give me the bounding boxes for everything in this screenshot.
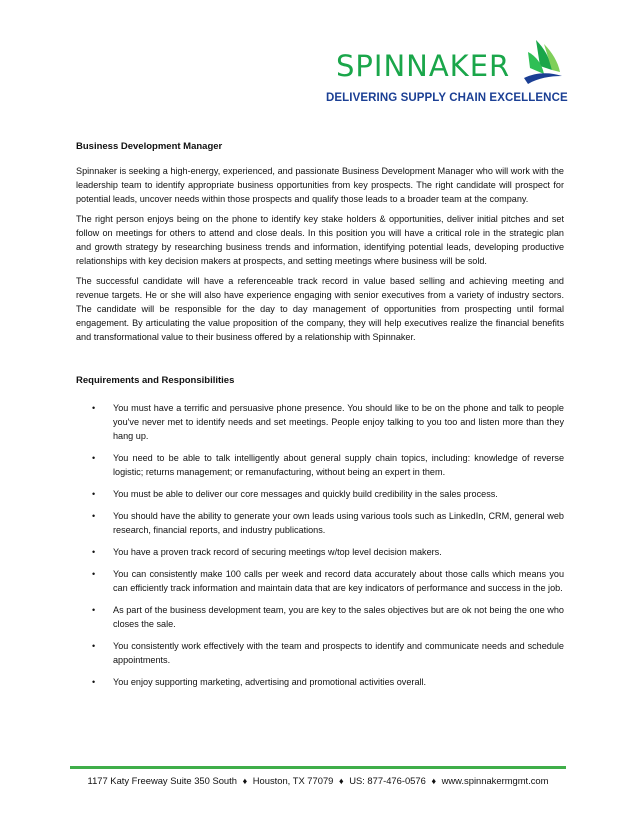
list-item: • You need to be able to talk intelligently about general supply chain topics, including: knowledge of reverse logistic; returns management; or remanufacturing, without being an expert in them. bbox=[92, 453, 564, 477]
diamond-icon: ♦ bbox=[242, 776, 248, 786]
footer-website-link[interactable]: www.spinnakermgmt.com bbox=[441, 775, 549, 786]
candidate-paragraph: The successful candidate will have a referenceable track record in value based selling and achieving meeting and revenue targets. He or she will also have experience engaging with senior executives from a variety of industry sectors. The candidate will be responsible for the day to day management of opportunities from prospecting until formal engagement. By articulating the value proposition of the company, they will help executives realize the financial benefits and transformational value to their business offered by a relationship with Spinnaker. bbox=[76, 276, 564, 342]
footer-city: Houston, TX 77079 bbox=[252, 775, 334, 786]
intro-paragraph: Spinnaker is seeking a high-energy, experienced, and passionate Business Development Manager who will work with the leadership team to identify appropriate business opportunities from key prospects. The right candidate will prospect for potential leads, uncover needs within those prospects and qualify those leads to a broader team at the company. bbox=[76, 166, 564, 204]
job-title: Business Development Manager bbox=[76, 141, 223, 152]
bullet-icon: • bbox=[92, 489, 96, 499]
logo-tagline: DELIVERING SUPPLY CHAIN EXCELLENCE bbox=[326, 92, 568, 104]
logo-wordmark: SPINNAKER bbox=[336, 49, 511, 83]
document-body bbox=[76, 140, 564, 697]
footer-address: 1177 Katy Freeway Suite 350 South bbox=[87, 775, 237, 786]
footer-contact bbox=[70, 775, 566, 786]
list-item: • You should have the ability to generate your own leads using various tools such as LinkedIn, CRM, general web research, financial reports, and industry publications. bbox=[92, 511, 564, 535]
bullet-icon: • bbox=[92, 403, 96, 413]
bullet-icon: • bbox=[92, 511, 96, 521]
list-item: • You have a proven track record of securing meetings w/top level decision makers. bbox=[92, 547, 442, 557]
bullet-icon: • bbox=[92, 641, 96, 651]
list-item: • As part of the business development team, you are key to the sales objectives but are ok not being the one who closes the sale. bbox=[92, 605, 564, 629]
footer-divider bbox=[70, 766, 566, 769]
diamond-icon: ♦ bbox=[339, 776, 344, 786]
requirements-heading: Requirements and Responsibilities bbox=[76, 375, 235, 386]
list-item: • You enjoy supporting marketing, advertising and promotional activities overall. bbox=[92, 677, 427, 687]
requirements-list bbox=[76, 401, 564, 689]
bullet-icon: • bbox=[92, 453, 96, 463]
bullet-icon: • bbox=[92, 547, 96, 557]
spinnaker-logo bbox=[326, 38, 568, 108]
sail-logo-icon bbox=[522, 38, 562, 86]
bullet-icon: • bbox=[92, 677, 96, 687]
role-paragraph: The right person enjoys being on the phone to identify key stake holders & opportunities, deliver initial pitches and set follow on meetings for others to attend and close deals. In this position you will have a critical role in the strategic plan and growth strategy by researching business trends and information, identifying potential leads, developing productive relationships with key decision makers at prospects, and setting meetings where business will be sold. bbox=[76, 214, 564, 266]
diamond-icon: ♦ bbox=[431, 776, 437, 786]
list-item: • You must have a terrific and persuasive phone presence. You should like to be on the phone and talk to people you've never met to identify needs and set meetings. People enjoy talking to you too and listen more than they hang up. bbox=[92, 403, 564, 441]
list-item: • You can consistently make 100 calls per week and record data accurately about those calls which means you can efficiently track information and maintain data that are key indicators of performance and success in the job. bbox=[92, 569, 564, 593]
bullet-icon: • bbox=[92, 605, 96, 615]
bullet-icon: • bbox=[92, 569, 96, 579]
list-item: • You consistently work effectively with the team and prospects to identify and communicate needs and schedule appointments. bbox=[92, 641, 564, 665]
list-item: • You must be able to deliver our core messages and quickly build credibility in the sales process. bbox=[92, 489, 498, 499]
footer-phone: US: 877-476-0576 bbox=[349, 775, 426, 786]
